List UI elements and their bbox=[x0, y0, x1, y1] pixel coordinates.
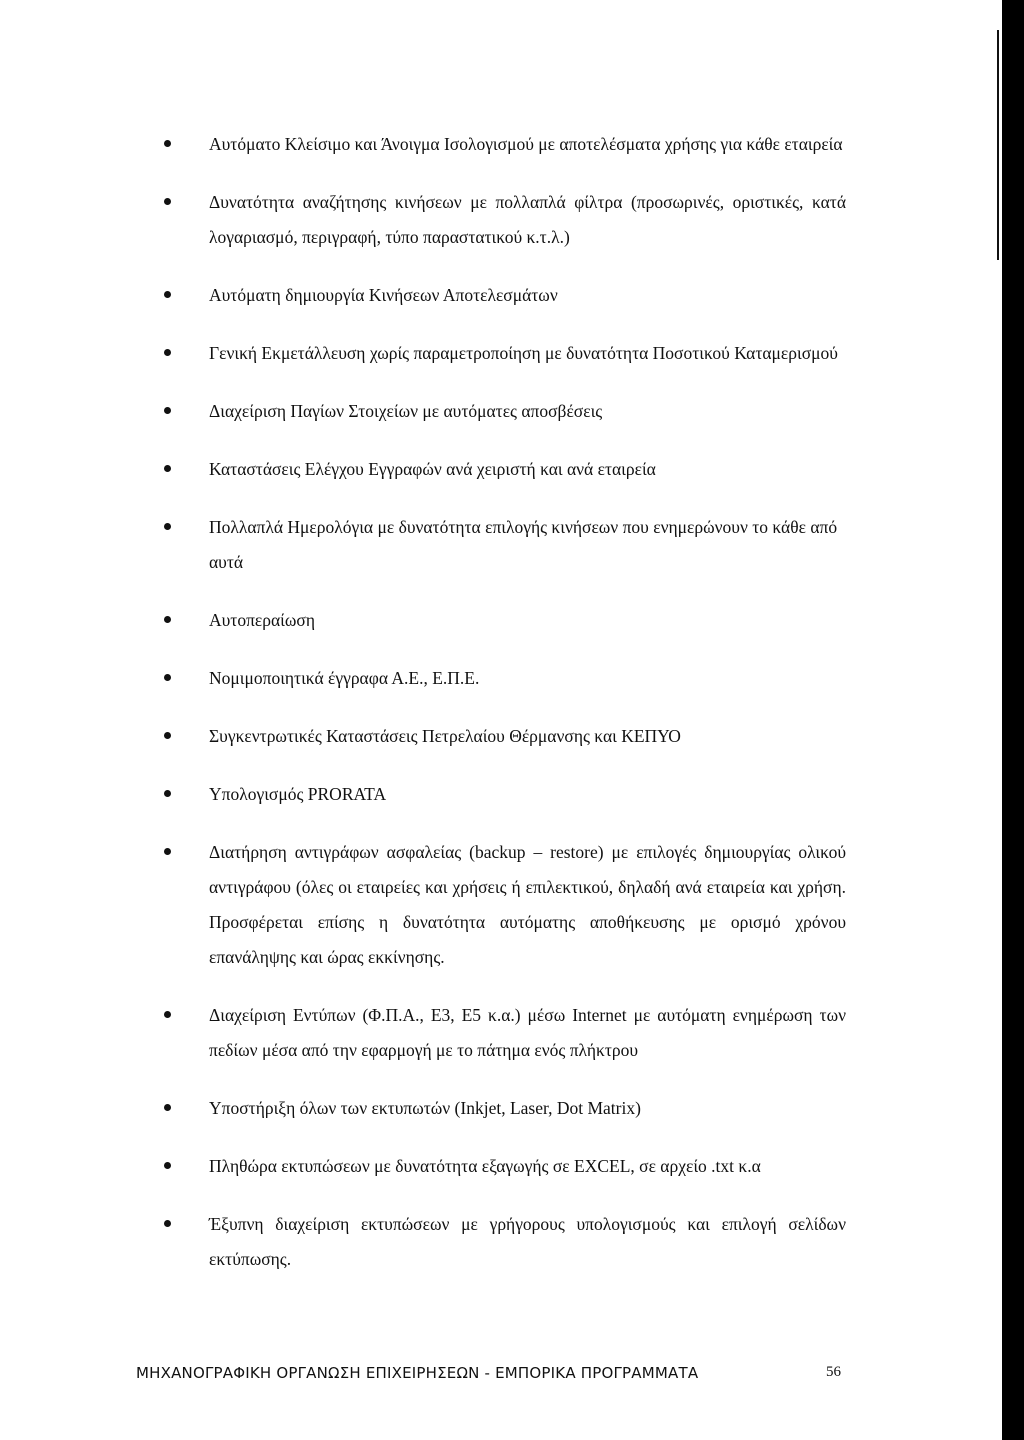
list-item bbox=[0, 661, 846, 696]
footer-title: ΜΗΧΑΝΟΓΡΑΦΙΚΗ ΟΡΓΑΝΩΣΗ ΕΠΙΧΕΙΡΗΣΕΩΝ - ΕΜΠΟΡΙΚΑ ΠΡΟΓΡΑΜΜΑΤΑ bbox=[136, 1364, 699, 1382]
list-item bbox=[0, 1207, 846, 1277]
list-item-text: Δυνατότητα αναζήτησης κινήσεων με πολλαπλά φίλτρα (προσωρινές, οριστικές, κατά λογαριασμό, περιγραφή, τύπο παραστατικού κ.τ.λ.) bbox=[209, 192, 846, 247]
list-item-text: Γενική Εκμετάλλευση χωρίς παραμετροποίηση με δυνατότητα Ποσοτικού Καταμερισμού bbox=[209, 343, 838, 363]
bullet-icon bbox=[164, 407, 171, 414]
list-item bbox=[0, 127, 846, 162]
list-item bbox=[0, 777, 846, 812]
list-item-text: Αυτοπεραίωση bbox=[209, 610, 315, 630]
list-item-text: Αυτόματο Κλείσιμο και Άνοιγμα Ισολογισμού με αποτελέσματα χρήσης για κάθε εταιρεία bbox=[209, 134, 843, 154]
list-item-text: Διαχείριση Παγίων Στοιχείων με αυτόματες αποσβέσεις bbox=[209, 401, 603, 421]
bullet-icon bbox=[164, 140, 171, 147]
list-item-text: Διαχείριση Εντύπων (Φ.Π.Α., Ε3, Ε5 κ.α.) μέσω Internet με αυτόματη ενημέρωση των πεδίων μέσα από την εφαρμογή με το πάτημα ενός πλήκτρου bbox=[209, 1005, 846, 1060]
list-item bbox=[0, 835, 846, 975]
bullet-icon bbox=[164, 674, 171, 681]
list-item-text: Έξυπνη διαχείριση εκτυπώσεων με γρήγορους υπολογισμούς και επιλογή σελίδων εκτύπωσης. bbox=[209, 1214, 846, 1269]
list-item-text: Νομιμοποιητικά έγγραφα Α.Ε., Ε.Π.Ε. bbox=[209, 668, 480, 688]
list-item bbox=[0, 510, 846, 580]
list-item-text: Πληθώρα εκτυπώσεων με δυνατότητα εξαγωγής σε EXCEL, σε αρχείο .txt κ.α bbox=[209, 1156, 761, 1176]
list-item bbox=[0, 603, 846, 638]
list-item-text: Υποστήριξη όλων των εκτυπωτών (Inkjet, Laser, Dot Matrix) bbox=[209, 1098, 641, 1118]
list-item bbox=[0, 452, 846, 487]
bullet-icon bbox=[164, 198, 171, 205]
bullet-icon bbox=[164, 1011, 171, 1018]
bullet-icon bbox=[164, 848, 171, 855]
bullet-icon bbox=[164, 790, 171, 797]
list-item-text: Αυτόματη δημιουργία Κινήσεων Αποτελεσμάτων bbox=[209, 285, 558, 305]
bullet-icon bbox=[164, 349, 171, 356]
bullet-icon bbox=[164, 1220, 171, 1227]
bullet-icon bbox=[164, 465, 171, 472]
list-item bbox=[0, 394, 846, 429]
bullet-icon bbox=[164, 616, 171, 623]
list-item-text: Υπολογισμός PRORATA bbox=[209, 784, 387, 804]
bullet-icon bbox=[164, 732, 171, 739]
page-footer bbox=[0, 1364, 1002, 1388]
list-item-text: Διατήρηση αντιγράφων ασφαλείας (backup – restore) με επιλογές δημιουργίας ολικού αντιγράφου (όλες οι εταιρείες και χρήσεις ή επιλεκτικού, δηλαδή ανά εταιρεία και χρήση. Προσφέρεται επίσης η δυνατότητα αυτόματης αποθήκευσης με ορισμό χρόνου επανάληψης και ώρας εκκίνησης. bbox=[209, 842, 846, 967]
bullet-icon bbox=[164, 291, 171, 298]
bullet-icon bbox=[164, 1162, 171, 1169]
list-item bbox=[0, 719, 846, 754]
page-number: 56 bbox=[826, 1364, 841, 1380]
list-item bbox=[0, 185, 846, 255]
list-item bbox=[0, 998, 846, 1068]
list-item-text: Καταστάσεις Ελέγχου Εγγραφών ανά χειριστή και ανά εταιρεία bbox=[209, 459, 656, 479]
feature-list bbox=[0, 127, 1002, 1300]
list-item-text: Συγκεντρωτικές Καταστάσεις Πετρελαίου Θέρμανσης και ΚΕΠΥΟ bbox=[209, 726, 681, 746]
list-item bbox=[0, 1149, 846, 1184]
list-item bbox=[0, 336, 846, 371]
list-item-text: Πολλαπλά Ημερολόγια με δυνατότητα επιλογής κινήσεων που ενημερώνουν το κάθε από αυτά bbox=[209, 517, 838, 572]
bullet-icon bbox=[164, 1104, 171, 1111]
list-item bbox=[0, 278, 846, 313]
list-item bbox=[0, 1091, 846, 1126]
bullet-icon bbox=[164, 523, 171, 530]
